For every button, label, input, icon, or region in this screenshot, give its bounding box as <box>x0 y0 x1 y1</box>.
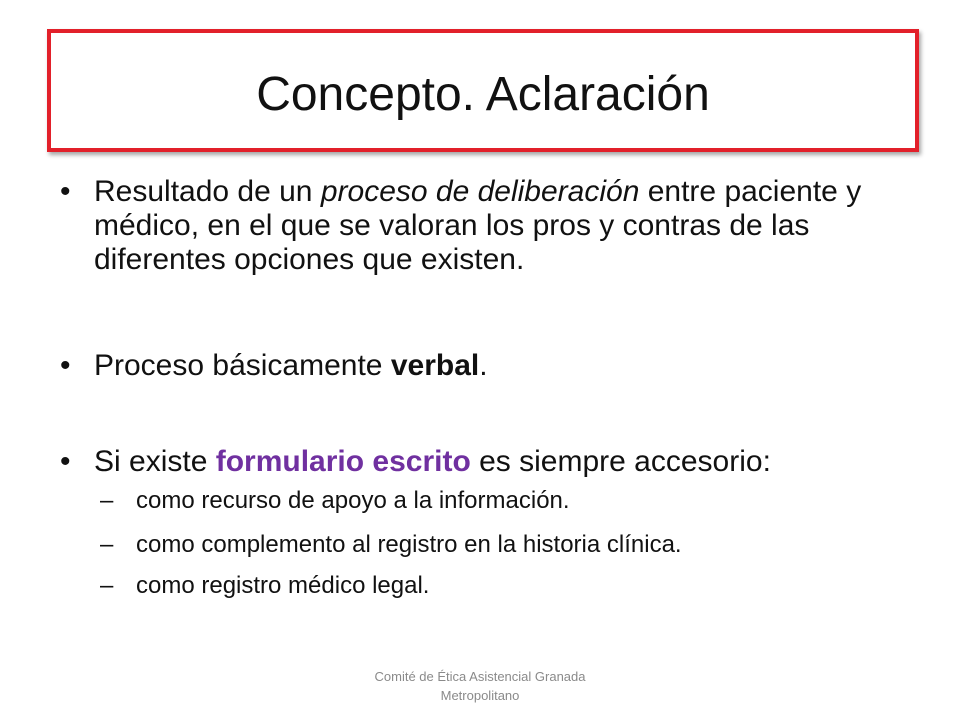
bullet-text-part: Si existe <box>94 445 216 478</box>
slide-title: Concepto. Aclaración <box>256 68 710 121</box>
dash-icon: – <box>100 572 114 599</box>
footer-line: Metropolitano <box>440 688 520 703</box>
bullet-emphasis: proceso de deliberación <box>320 175 640 208</box>
dash-icon: – <box>100 531 114 558</box>
bullet-text-part: entre paciente y médico, en el que se valoran los pros y contras de las diferentes opciones que existen. <box>94 175 862 276</box>
title-box <box>47 29 919 152</box>
bullet-text-part: Resultado de un <box>94 175 321 208</box>
dash-icon: – <box>100 487 114 514</box>
subitem-text: como registro médico legal. <box>136 572 430 599</box>
footer-line: Comité de Ética Asistencial Granada <box>374 669 586 684</box>
bullet-bold: verbal <box>390 349 480 382</box>
bullet-highlight: formulario escrito <box>215 445 471 478</box>
bullet-icon: • <box>60 175 71 208</box>
bullet-text <box>94 175 910 277</box>
footer <box>330 667 630 705</box>
bullet-text <box>94 445 910 479</box>
bullet-icon: • <box>60 445 71 478</box>
bullet-text-part: . <box>479 349 488 382</box>
subitem-text: como complemento al registro en la historia clínica. <box>136 531 682 558</box>
subitem-text: como recurso de apoyo a la información. <box>136 487 570 514</box>
bullet-icon: • <box>60 349 71 382</box>
bullet-text-part: Proceso básicamente <box>94 349 391 382</box>
bullet-text <box>94 349 910 383</box>
bullet-text-part: es siempre accesorio: <box>470 445 771 478</box>
